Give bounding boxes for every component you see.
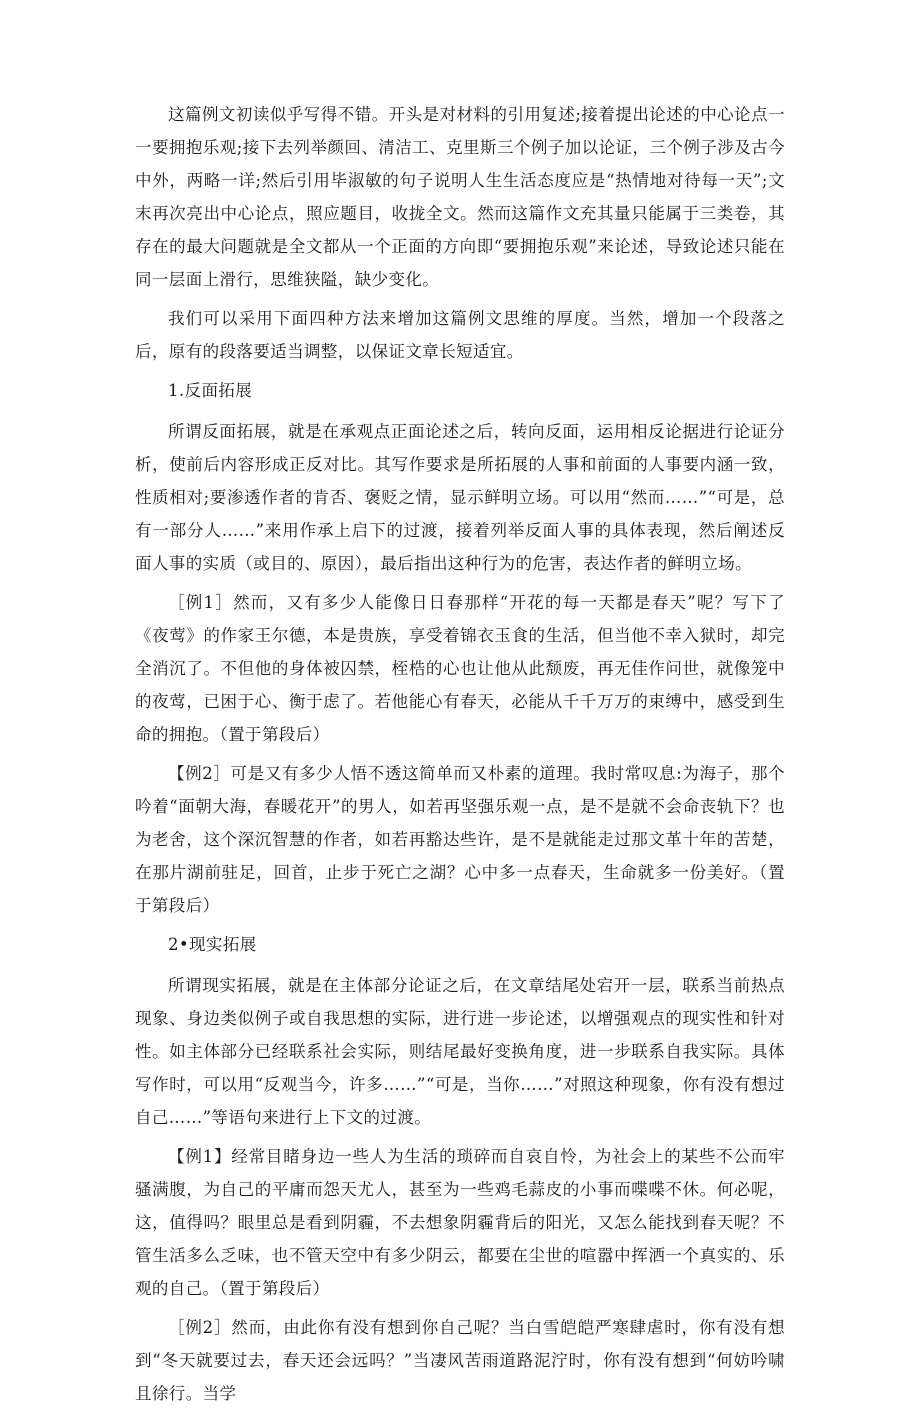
document-body: [135, 98, 785, 1416]
paragraph-reverse-def: 所谓反面拓展，就是在承观点正面论述之后，转向反面，运用相反论据进行论证分析，使前后内容形成正反对比。其写作要求是所拓展的人事和前面的人事要内涵一致，性质相对;要渗透作者的肯否、褒贬之情，显示鲜明立场。可以用“然而……”“可是，总有一部分人……”来用作承上启下的过渡，接着列举反面人事的具体表现，然后阐述反面人事的实质（或目的、原因），最后指出这种行为的危害，表达作者的鲜明立场。: [135, 422, 785, 573]
paragraph-reality-def: 所谓现实拓展，就是在主体部分论证之后，在文章结尾处宕开一层，联系当前热点现象、身边类似例子或自我思想的实际，进行进一步论述，以增强观点的现实性和针对性。如主体部分已经联系社会实际，则结尾最好变换角度，进一步联系自我实际。具体写作时，可以用“反观当今，许多……”“可是，当你……”对照这种现象，你有没有想过自己……”等语句来进行上下文的过渡。: [135, 976, 785, 1127]
paragraph-reverse-example-2: 【例2］可是又有多少人悟不透这简单而又朴素的道理。我时常叹息:为海子，那个吟着“面朝大海，春暖花开”的男人，如若再坚强乐观一点，是不是就不会命丧轨下？也为老舍，这个深沉智慧的作者，如若再豁达些许，是不是就能走过那文革十年的苦楚，在那片湖前驻足，回首，止步于死亡之湖？心中多一点春天，生命就多一份美好。（置于第段后）: [135, 764, 785, 915]
paragraph-intro: 这篇例文初读似乎写得不错。开头是对材料的引用复述;接着提出论述的中心论点一一要拥抱乐观;接下去列举颜回、清洁工、克里斯三个例子加以论证，三个例子涉及古今中外，两略一详;然后引用毕淑敏的句子说明人生生活态度应是“热情地对待每一天”;文末再次亮出中心论点，照应题目，收拢全文。然而这篇作文充其量只能属于三类卷，其存在的最大问题就是全文都从一个正面的方向即“要拥抱乐观”来论述，导致论述只能在同一层面上滑行，思维狭隘，缺少变化。: [135, 105, 785, 289]
paragraph-methods: 我们可以采用下面四种方法来增加这篇例文思维的厚度。当然，增加一个段落之后，原有的段落要适当调整，以保证文章长短适宜。: [135, 309, 785, 361]
paragraph-reality-example-2: ［例2］然而，由此你有没有想到你自己呢？当白雪皑皑严寒肆虐时，你有没有想到“冬天就要过去，春天还会远吗？”当凄风苦雨道路泥泞时，你有没有想到“何妨吟啸且徐行。当学: [135, 1318, 785, 1403]
section-heading-reverse: 1.反面拓展: [168, 381, 253, 400]
paragraph-reverse-example-1: ［例1］然而，又有多少人能像日日春那样“开花的每一天都是春天”呢？写下了《夜莺》的作家王尔德，本是贵族，享受着锦衣玉食的生活，但当他不幸入狱时，却完全消沉了。不但他的身体被囚禁，桎梏的心也让他从此颓废，再无佳作问世，就像笼中的夜莺，已困于心、衡于虑了。若他能心有春天，必能从千千万万的束缚中，感受到生命的拥抱。（置于第段后）: [135, 593, 785, 744]
paragraph-reality-example-1: 【例1】经常目睹身边一些人为生活的琐碎而自哀自怜，为社会上的某些不公而牢骚满腹，为自己的平庸而怨天尤人，甚至为一些鸡毛蒜皮的小事而喋喋不休。何必呢，这，值得吗？眼里总是看到阴霾，不去想象阴霾背后的阳光，又怎么能找到春天呢？不管生活多么乏味，也不管天空中有多少阴云，都要在尘世的喧嚣中挥洒一个真实的、乐观的自己。（置于第段后）: [135, 1147, 785, 1298]
section-heading-reality: 2•现实拓展: [168, 935, 257, 954]
